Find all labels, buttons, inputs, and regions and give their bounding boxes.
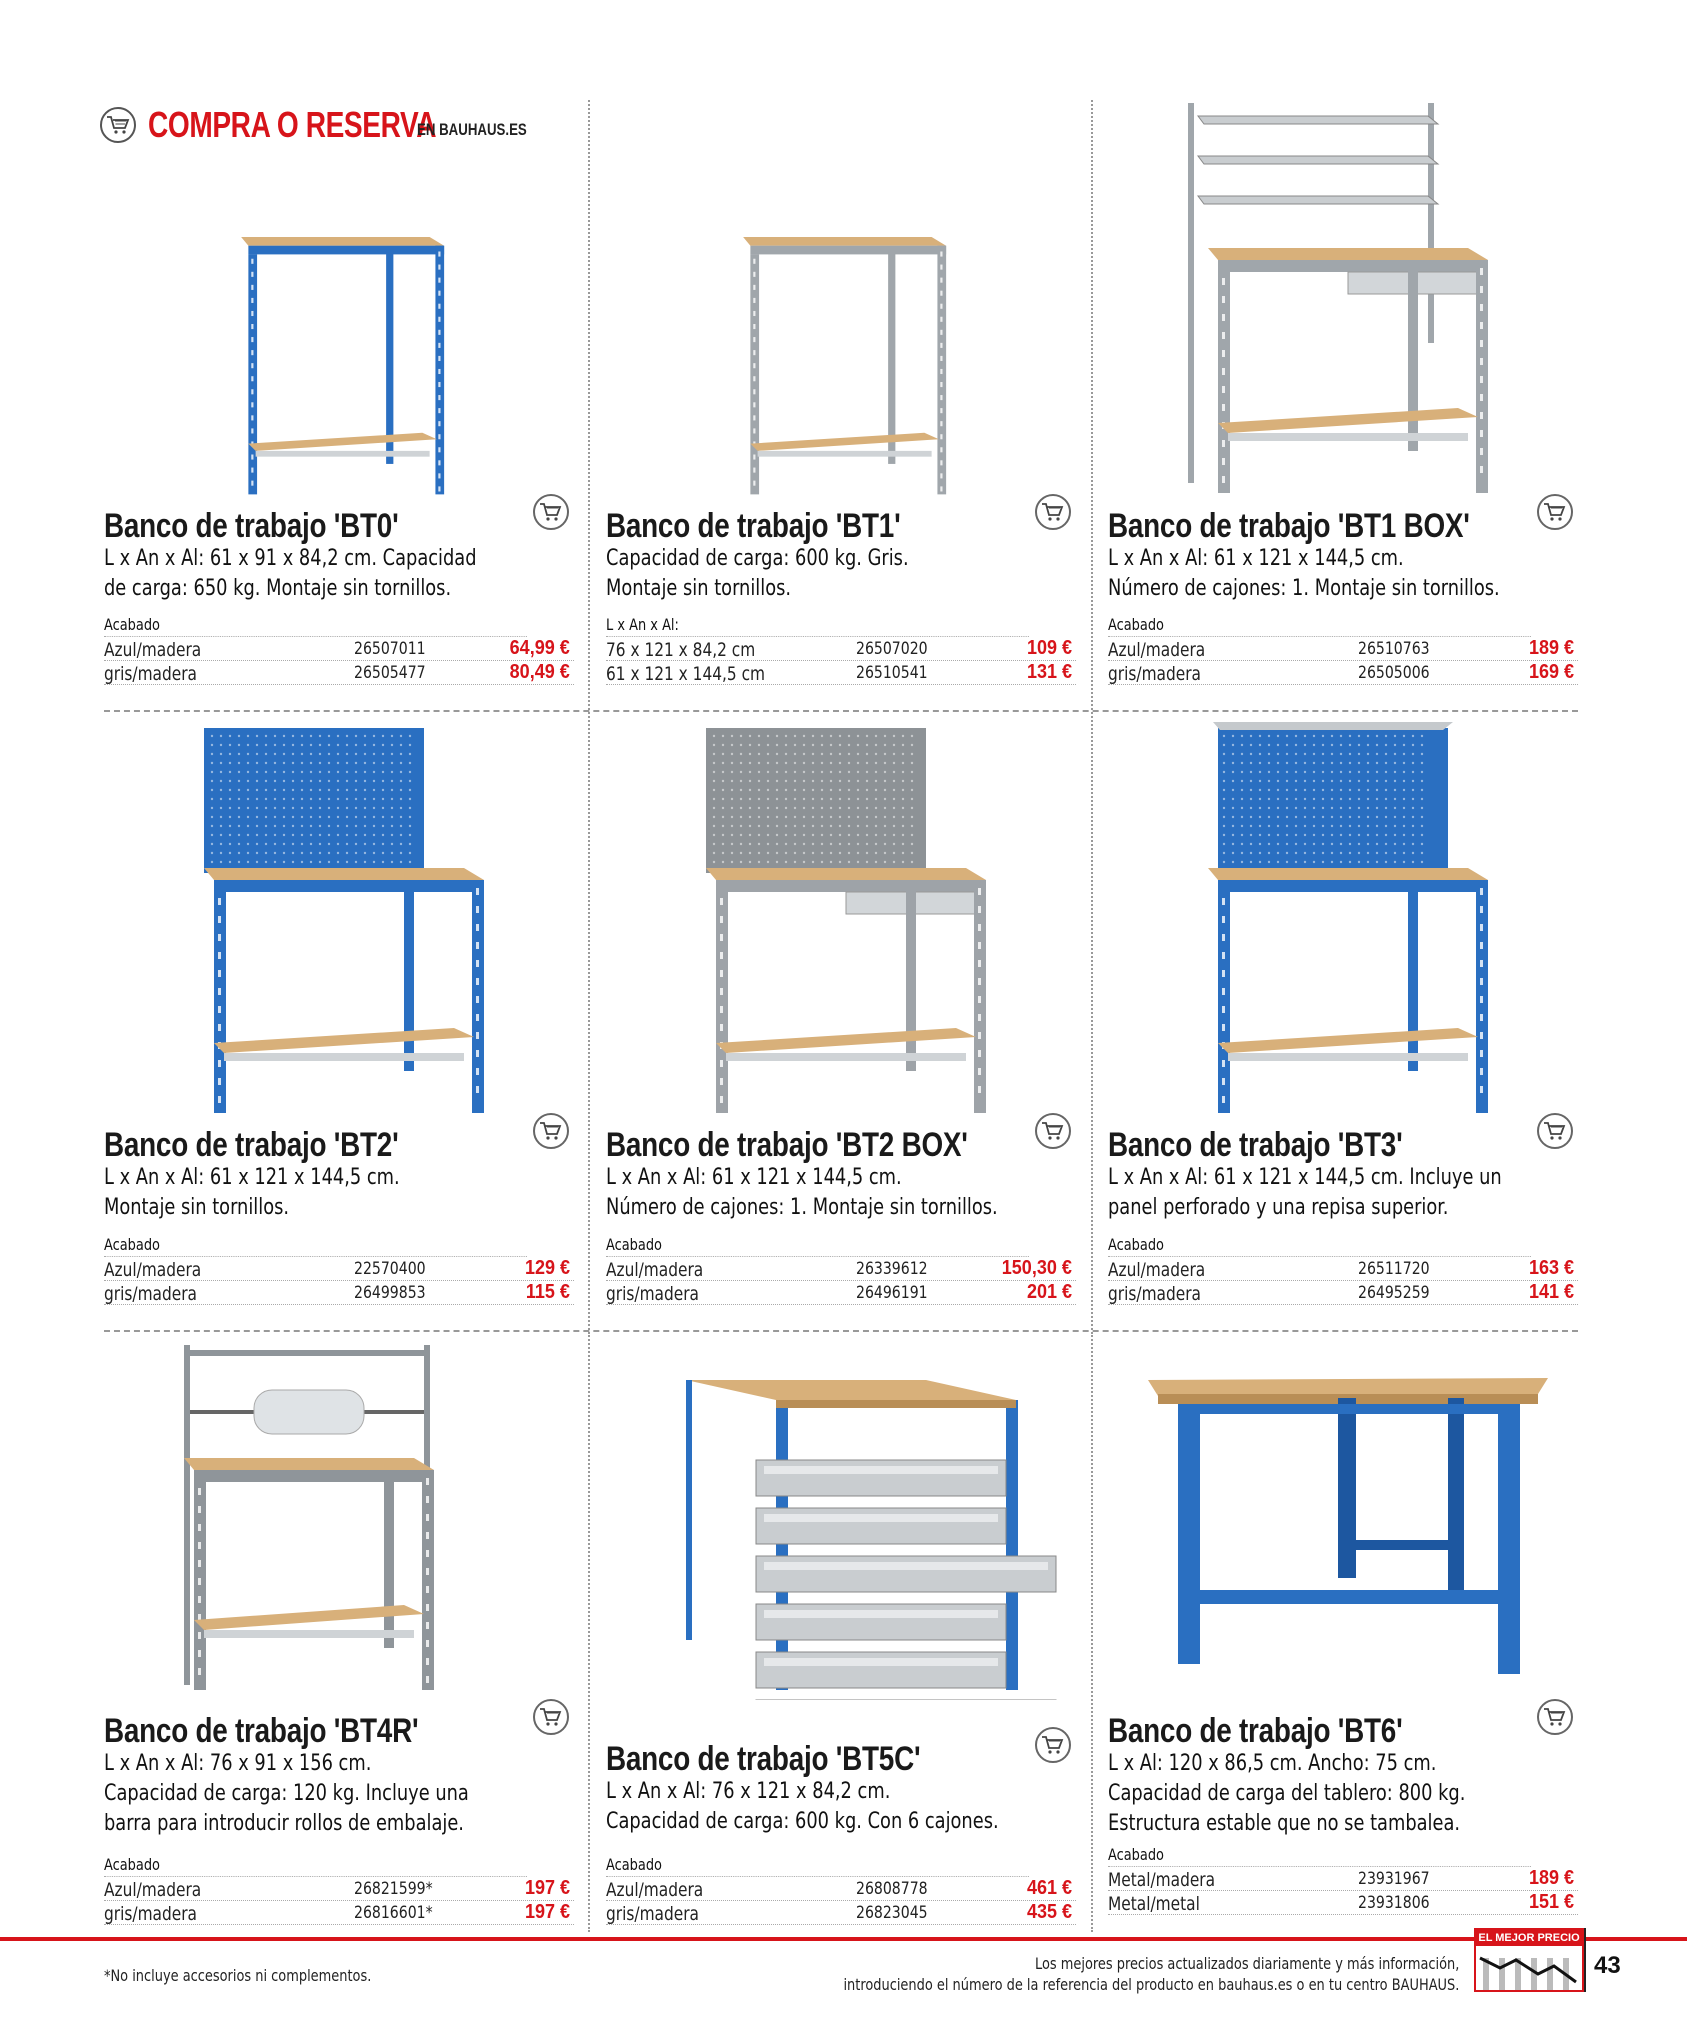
table-row bbox=[606, 1901, 1076, 1925]
price-cell: 169 € bbox=[1528, 661, 1574, 683]
description-line: Número de cajones: 1. Montaje sin tornillos. bbox=[606, 1195, 998, 1220]
table-header: Acabado bbox=[104, 1235, 527, 1257]
table-header: L x An x Al: bbox=[606, 615, 1029, 637]
description-line: L x An x Al: 61 x 121 x 144,5 cm. bbox=[606, 1165, 902, 1190]
best-price-label: EL MEJOR PRECIO bbox=[1476, 1930, 1582, 1946]
reference-cell: 26339612 bbox=[856, 1259, 928, 1279]
footer-rule bbox=[0, 1937, 1687, 1941]
price-trend-icon bbox=[1476, 1946, 1582, 1990]
footer-info-line: Los mejores precios actualizados diariamente y más información, bbox=[1034, 1954, 1459, 1973]
reference-cell: 26511720 bbox=[1358, 1259, 1430, 1279]
product-card bbox=[1108, 0, 1578, 2040]
product-description bbox=[1108, 1749, 1576, 1839]
header-title: COMPRA O RESERVA bbox=[148, 104, 437, 145]
product-title: Banco de trabajo 'BT2 BOX' bbox=[606, 1126, 968, 1164]
description-line: L x An x Al: 61 x 91 x 84,2 cm. Capacidad bbox=[104, 546, 477, 571]
price-table bbox=[104, 1855, 574, 1925]
finish-cell: gris/madera bbox=[104, 663, 197, 685]
reference-cell: 23931967 bbox=[1358, 1869, 1430, 1889]
price-cell: 64,99 € bbox=[509, 637, 570, 659]
description-line: Montaje sin tornillos. bbox=[104, 1195, 290, 1220]
table-header: Acabado bbox=[606, 1235, 1029, 1257]
description-line: panel perforado y una repisa superior. bbox=[1108, 1195, 1449, 1220]
footer-info bbox=[843, 1953, 1459, 1995]
page-number: 43 bbox=[1594, 1952, 1621, 1979]
table-row bbox=[606, 1877, 1076, 1901]
price-cell: 461 € bbox=[1026, 1877, 1072, 1899]
table-row bbox=[1108, 1867, 1578, 1891]
price-cell: 150,30 € bbox=[1001, 1257, 1072, 1279]
description-line: de carga: 650 kg. Montaje sin tornillos. bbox=[104, 576, 452, 601]
reference-cell: 26821599* bbox=[354, 1879, 433, 1899]
product-title: Banco de trabajo 'BT0' bbox=[104, 507, 399, 545]
description-line: barra para introducir rollos de embalaje. bbox=[104, 1811, 464, 1836]
product-title: Banco de trabajo 'BT3' bbox=[1108, 1126, 1403, 1164]
price-table bbox=[606, 1855, 1076, 1925]
reference-cell: 26510541 bbox=[856, 663, 928, 683]
price-cell: 129 € bbox=[524, 1257, 570, 1279]
product-title: Banco de trabajo 'BT2' bbox=[104, 1126, 399, 1164]
add-to-cart-icon[interactable] bbox=[1034, 1726, 1072, 1764]
table-header: Acabado bbox=[1108, 1845, 1531, 1867]
product-image bbox=[606, 1340, 1076, 1700]
finish-cell: Metal/metal bbox=[1108, 1893, 1200, 1915]
product-title: Banco de trabajo 'BT6' bbox=[1108, 1712, 1403, 1750]
column-divider bbox=[588, 100, 590, 710]
description-line: Estructura estable que no se tambalea. bbox=[1108, 1811, 1461, 1836]
reference-cell: 26507020 bbox=[856, 639, 928, 659]
footer-info-line: introduciendo el número de la referencia del producto en bauhaus.es o en tu centro BAUHAUS. bbox=[843, 1975, 1459, 1994]
price-table bbox=[1108, 1845, 1578, 1915]
description-line: Capacidad de carga: 120 kg. Incluye una bbox=[104, 1781, 469, 1806]
footer-note: *No incluye accesorios ni complementos. bbox=[104, 1966, 372, 1985]
finish-cell: Azul/madera bbox=[104, 639, 202, 661]
finish-cell: gris/madera bbox=[606, 1903, 699, 1925]
product-image bbox=[1108, 1340, 1578, 1700]
finish-cell: 76 x 121 x 84,2 cm bbox=[606, 639, 756, 661]
description-line: L x An x Al: 61 x 121 x 144,5 cm. Incluye un bbox=[1108, 1165, 1502, 1190]
table-row bbox=[104, 1901, 574, 1925]
reference-cell: 26507011 bbox=[354, 639, 426, 659]
finish-cell: Azul/madera bbox=[606, 1879, 704, 1901]
description-line: Capacidad de carga: 600 kg. Gris. bbox=[606, 546, 909, 571]
product-image bbox=[104, 1340, 574, 1700]
price-cell: 163 € bbox=[1528, 1257, 1574, 1279]
price-cell: 151 € bbox=[1528, 1891, 1574, 1913]
reference-cell: 26510763 bbox=[1358, 639, 1430, 659]
add-to-cart-icon[interactable] bbox=[1536, 1698, 1574, 1736]
reference-cell: 26499853 bbox=[354, 1283, 426, 1303]
product-title: Banco de trabajo 'BT1 BOX' bbox=[1108, 507, 1470, 545]
table-row bbox=[1108, 1891, 1578, 1915]
price-cell: 201 € bbox=[1026, 1281, 1072, 1303]
reference-cell: 26496191 bbox=[856, 1283, 928, 1303]
price-cell: 131 € bbox=[1026, 661, 1072, 683]
product-title: Banco de trabajo 'BT5C' bbox=[606, 1740, 921, 1778]
description-line: L x An x Al: 76 x 121 x 84,2 cm. bbox=[606, 1779, 891, 1804]
table-header: Acabado bbox=[104, 1855, 527, 1877]
description-line: Capacidad de carga: 600 kg. Con 6 cajones. bbox=[606, 1809, 999, 1834]
price-cell: 189 € bbox=[1528, 637, 1574, 659]
reference-cell: 26505477 bbox=[354, 663, 426, 683]
price-cell: 115 € bbox=[525, 1281, 570, 1303]
table-row bbox=[104, 1877, 574, 1901]
finish-cell: gris/madera bbox=[1108, 663, 1201, 685]
reference-cell: 26808778 bbox=[856, 1879, 928, 1899]
column-divider bbox=[1091, 712, 1093, 1330]
finish-cell: 61 x 121 x 144,5 cm bbox=[606, 663, 766, 685]
finish-cell: Azul/madera bbox=[104, 1259, 202, 1281]
finish-cell: Azul/madera bbox=[606, 1259, 704, 1281]
reference-cell: 23931806 bbox=[1358, 1893, 1430, 1913]
product-card bbox=[606, 0, 1076, 2040]
table-header: Acabado bbox=[606, 1855, 1029, 1877]
finish-cell: gris/madera bbox=[606, 1283, 699, 1305]
header-subtitle: EN BAUHAUS.ES bbox=[417, 120, 528, 139]
finish-cell: Azul/madera bbox=[104, 1879, 202, 1901]
product-title: Banco de trabajo 'BT1' bbox=[606, 507, 901, 545]
column-divider bbox=[588, 712, 590, 1330]
price-cell: 435 € bbox=[1026, 1901, 1072, 1923]
add-to-cart-icon[interactable] bbox=[532, 1698, 570, 1736]
reference-cell: 26816601* bbox=[354, 1903, 433, 1923]
description-line: L x An x Al: 61 x 121 x 144,5 cm. bbox=[104, 1165, 400, 1190]
price-cell: 109 € bbox=[1026, 637, 1072, 659]
finish-cell: gris/madera bbox=[104, 1283, 197, 1305]
reference-cell: 22570400 bbox=[354, 1259, 426, 1279]
description-line: L x An x Al: 76 x 91 x 156 cm. bbox=[104, 1751, 372, 1776]
price-cell: 80,49 € bbox=[509, 661, 570, 683]
reference-cell: 26495259 bbox=[1358, 1283, 1430, 1303]
finish-cell: Azul/madera bbox=[1108, 639, 1206, 661]
finish-cell: gris/madera bbox=[104, 1903, 197, 1925]
table-header: Acabado bbox=[1108, 615, 1531, 637]
price-cell: 141 € bbox=[1528, 1281, 1574, 1303]
description-line: Montaje sin tornillos. bbox=[606, 576, 792, 601]
product-card bbox=[104, 0, 574, 2040]
best-price-badge bbox=[1474, 1928, 1584, 1992]
reference-cell: 26823045 bbox=[856, 1903, 928, 1923]
finish-cell: Metal/madera bbox=[1108, 1869, 1216, 1891]
table-header: Acabado bbox=[104, 615, 527, 637]
product-title: Banco de trabajo 'BT4R' bbox=[104, 1712, 419, 1750]
finish-cell: gris/madera bbox=[1108, 1283, 1201, 1305]
price-cell: 197 € bbox=[524, 1901, 570, 1923]
product-description bbox=[104, 1749, 572, 1839]
description-line: L x An x Al: 61 x 121 x 144,5 cm. bbox=[1108, 546, 1404, 571]
column-divider bbox=[588, 1332, 590, 1932]
description-line: Número de cajones: 1. Montaje sin tornillos. bbox=[1108, 576, 1500, 601]
product-description bbox=[606, 1777, 1074, 1837]
description-line: L x Al: 120 x 86,5 cm. Ancho: 75 cm. bbox=[1108, 1751, 1437, 1776]
finish-cell: Azul/madera bbox=[1108, 1259, 1206, 1281]
column-divider bbox=[1091, 100, 1093, 710]
column-divider bbox=[1091, 1332, 1093, 1932]
reference-cell: 26505006 bbox=[1358, 663, 1430, 683]
price-cell: 197 € bbox=[524, 1877, 570, 1899]
table-header: Acabado bbox=[1108, 1235, 1531, 1257]
price-cell: 189 € bbox=[1528, 1867, 1574, 1889]
description-line: Capacidad de carga del tablero: 800 kg. bbox=[1108, 1781, 1466, 1806]
